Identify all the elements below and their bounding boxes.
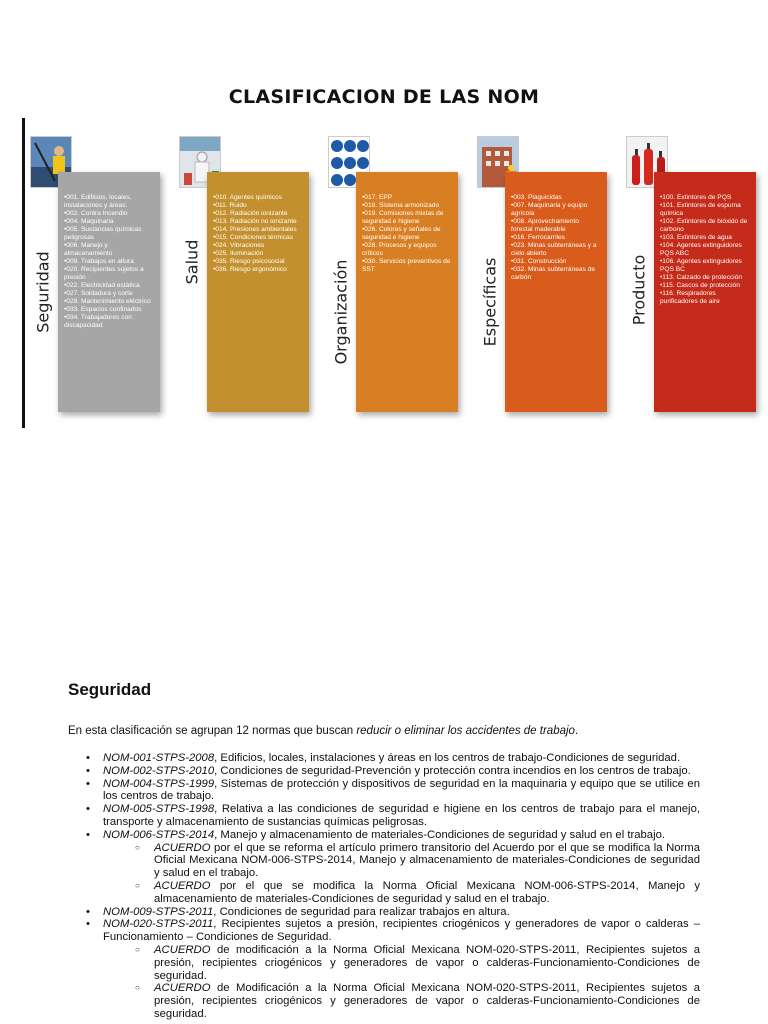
list-item: •009. Trabajos en altura [64, 258, 134, 265]
category-box [654, 172, 756, 412]
list-item: •032. Minas subterráneas de carbón [511, 266, 596, 281]
list-item: •034. Trabajadores con discapacidad [64, 314, 132, 329]
category-box [356, 172, 458, 412]
category-label: Producto [629, 254, 649, 326]
category-label: Organización [331, 259, 351, 365]
list-item: •012. Radiación ionizante [213, 210, 288, 217]
list-item: •103. Extintores de agua [660, 234, 732, 241]
list-item: •010. Agentes químicos [213, 194, 283, 201]
category-producto [626, 132, 768, 414]
list-item: •025. Iluminación [213, 250, 264, 257]
list-item: •027. Soldadura y corte [64, 290, 133, 297]
list-item: •036. Riesgo ergonómico [213, 266, 287, 273]
list-item: • NOM-006-STPS-2014, Manejo y almacenamiento de materiales-Condiciones de seguridad y salud en el trabajo. ○ ACUERDO por el que se reforma el artículo primero transitorio del Acuerdo por el que se modifica la Norma Oficial Mexicana NOM-006-STPS-2014, Manejo y almacenamiento de materiales-Condiciones de seguridad y salud en el trabajo. ○ ACUERDO por el que se modifica la Norma Oficial Mexicana NOM-006-STPS-2014, Manejo y almacenamiento de materiales-Condiciones de seguridad y salud en el trabajo. [68, 829, 700, 906]
list-item: •019. Comisiones mixtas de seguridad e higiene [362, 210, 444, 225]
list-item: • NOM-001-STPS-2008, Edificios, locales, instalaciones y áreas en los centros de trabajo-Condiciones de seguridad. [68, 752, 700, 765]
list-item: •018. Sistema armonizado [362, 202, 440, 209]
list-item: •002. Contra Incendio [64, 210, 128, 217]
list-item: •116. Respiradores purificadores de aire [660, 290, 720, 305]
sub-list-item: ○ ACUERDO de Modificación a la Norma Oficial Mexicana NOM-020-STPS-2011, Recipientes sujetos a presión, recipientes criogénicos y generadores de vapor o calderas-Funcionamiento-Condiciones de seguridad. [103, 982, 700, 1020]
list-item: • NOM-009-STPS-2011, Condiciones de seguridad para realizar trabajos en altura. [68, 906, 700, 919]
list-item: •106. Agentes extinguidores PQS BC [660, 258, 742, 273]
list-item: • NOM-020-STPS-2011, Recipientes sujetos a presión, recipientes criogénicos y generadores de vapor o calderas – Funcionamiento – Condiciones de Seguridad. ○ ACUERDO de modificación a la Norma Oficial Mexicana NOM-020-STPS-2011, Recipientes sujetos a presión, recipientes criogénicos y generadores de vapor o calderas-Funcionamiento-Condiciones de seguridad. ○ ACUERDO de Modificación a la Norma Oficial Mexicana NOM-020-STPS-2011, Recipientes sujetos a presión, recipientes criogénicos y generadores de vapor o calderas-Funcionamiento-Condiciones de seguridad. [68, 918, 700, 1020]
category-salud [179, 132, 329, 414]
category-label: Seguridad [33, 251, 53, 333]
list-item: •003. Plaguicidas [511, 194, 562, 201]
list-item: •017. EPP [362, 194, 393, 201]
list-item: •005. Sustancias químicas peligrosas [64, 226, 142, 241]
list-item: •007. Maquinaria y equipo agrícola [511, 202, 588, 217]
list-item: •104. Agentes extinguidores PQS ABC [660, 242, 742, 257]
list-item: •030. Servicios preventivos de SST [362, 258, 451, 273]
list-item: •004. Maquinaria [64, 218, 114, 225]
section-heading: Seguridad [68, 680, 152, 699]
sub-list-item: ○ ACUERDO por el que se reforma el artículo primero transitorio del Acuerdo por el que se modifica la Norma Oficial Mexicana NOM-006-STPS-2014, Manejo y almacenamiento de materiales-Condiciones de seguridad y salud en el trabajo. [103, 842, 700, 880]
category-box [207, 172, 309, 412]
category-seguridad [30, 132, 180, 414]
list-item: •115. Cascos de protección [660, 282, 740, 289]
category-especificas [477, 132, 627, 414]
list-item: •020. Recipientes sujetos a presión [64, 266, 144, 281]
list-item: •015. Condiciones térmicas [213, 234, 294, 241]
list-item: •016. Ferrocarriles [511, 234, 565, 241]
list-item: •026. Colores y señales de seguridad e higiene [362, 226, 441, 241]
category-box [58, 172, 160, 412]
nom-list [68, 752, 700, 1021]
sub-list-item: ○ ACUERDO por el que se modifica la Norma Oficial Mexicana NOM-006-STPS-2014, Manejo y almacenamiento de materiales-Condiciones de seguridad y salud en el trabajo. [103, 880, 700, 906]
list-item: •101. Extintores de espuma química [660, 202, 741, 217]
category-box [505, 172, 607, 412]
category-label: Salud [182, 239, 202, 285]
list-item: •028. Procesos y equipos críticos [362, 242, 437, 257]
divider-line [22, 118, 25, 428]
list-item: • NOM-002-STPS-2010, Condiciones de seguridad-Prevención y protección contra incendios en los centros de trabajo. [68, 765, 700, 778]
list-item: •102. Extintores de bióxido de carbono [660, 218, 748, 233]
list-item: • NOM-004-STPS-1999, Sistemas de protección y dispositivos de seguridad en la maquinaria y equipo que se utilice en los centros de trabajo. [68, 778, 700, 804]
list-item: •001. Edificios, locales, instalaciones y áreas. [64, 194, 132, 209]
category-label: Específicas [480, 257, 500, 347]
section-intro: En esta clasificación se agrupan 12 normas que buscan reducir o eliminar los accidentes de trabajo. [68, 725, 579, 737]
page-title: CLASIFICACION DE LAS NOM [228, 86, 540, 108]
list-item: •022. Electricidad estática [64, 282, 140, 289]
list-item: •100. Extintores de PQS [660, 194, 732, 201]
list-item: •029. Mantenimiento eléctrico [64, 298, 151, 305]
seguridad-section [68, 680, 700, 1021]
list-item: •113. Calzado de protección [660, 274, 743, 281]
list-item: • NOM-005-STPS-1998, Relativa a las condiciones de seguridad e higiene en los centros de trabajo para el manejo, transporte y almacenamiento de sustancias químicas peligrosas. [68, 803, 700, 829]
list-item: •035. Riesgo psicosocial [213, 258, 285, 265]
list-item: •013. Radiación no ionizante [213, 218, 297, 225]
list-item: •006. Manejo y almacenamiento [64, 242, 113, 257]
category-organizacion [328, 132, 478, 414]
list-item: •014. Presiones ambientales [213, 226, 297, 233]
sub-list-item: ○ ACUERDO de modificación a la Norma Oficial Mexicana NOM-020-STPS-2011, Recipientes sujetos a presión, recipientes criogénicos y generadores de vapor o calderas-Funcionamiento-Condiciones de seguridad. [103, 944, 700, 982]
list-item: •011. Ruido [213, 202, 247, 209]
list-item: •031. Construcción [511, 258, 567, 265]
list-item: •023. Minas subterráneas y a cielo abierto [511, 242, 597, 257]
list-item: •024. Vibraciones [213, 242, 265, 249]
list-item: •033. Espacios confinados [64, 306, 142, 313]
list-item: •008. Aprovechamiento forestal maderable [511, 218, 579, 233]
